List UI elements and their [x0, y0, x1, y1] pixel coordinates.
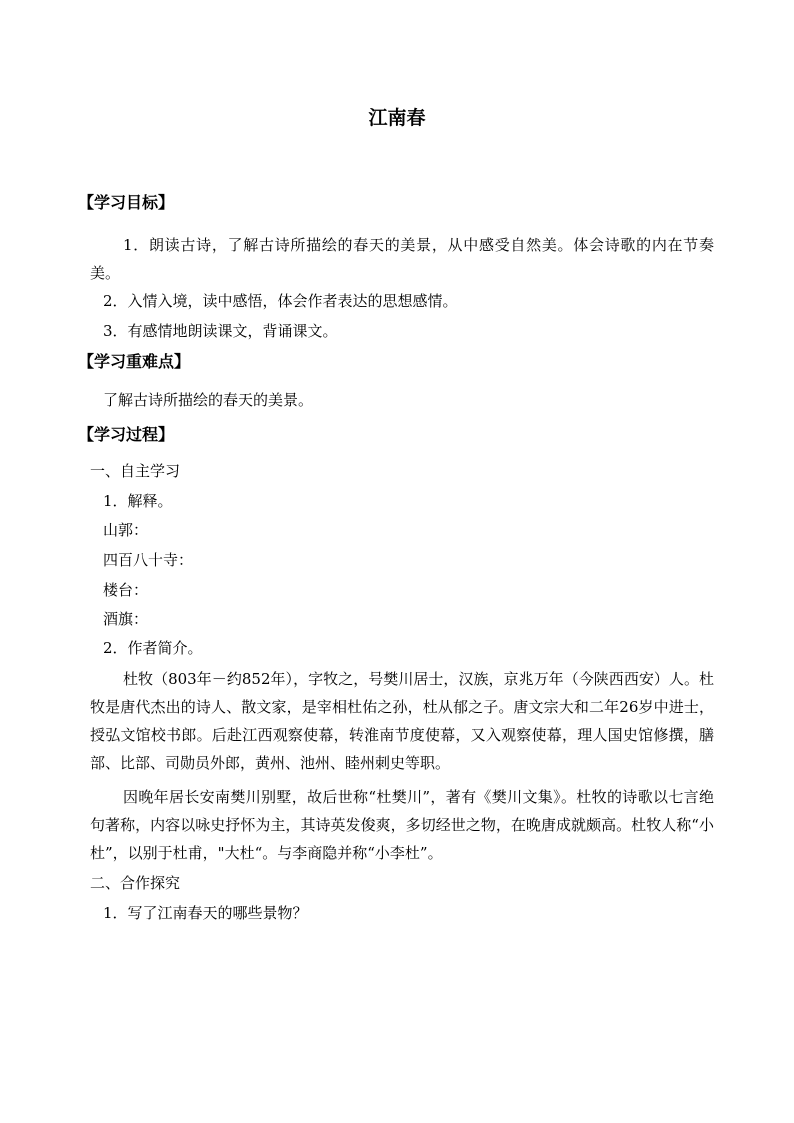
- part2-question-1: 1．写了江南春天的哪些景物？: [103, 904, 308, 922]
- goal-item-1: 1．朗读古诗，了解古诗所描绘的春天的美景，从中感受自然美。体会诗歌的内在节奏美。: [90, 236, 714, 282]
- key-points-heading: 【学习重难点】: [78, 352, 191, 371]
- page-title: 江南春: [368, 107, 426, 129]
- part1-question-1: 1．解释。: [103, 492, 173, 510]
- term-loutai: 楼台：: [103, 581, 149, 599]
- goal-item-3: 3．有感情地朗读课文，背诵课文。: [103, 322, 338, 340]
- part1-label: 一、自主学习: [90, 462, 181, 480]
- key-points-text: 了解古诗所描绘的春天的美景。: [103, 391, 314, 409]
- goal-item-2: 2．入情入境，读中感悟，体会作者表达的思想感情。: [103, 292, 458, 310]
- author-bio-paragraph-2: 因晚年居长安南樊川别墅，故后世称“杜樊川”，著有《樊川文集》。杜牧的诗歌以七言绝句著称，内容以咏史抒怀为主，其诗英发俊爽，多切经世之物，在晚唐成就颇高。杜牧人称“小杜”，以别于杜甫，"大杜“。与李商隐并称“小李杜”。: [90, 788, 714, 862]
- part1-question-2: 2．作者简介。: [103, 639, 203, 657]
- part2-label: 二、合作探究: [90, 874, 181, 892]
- term-jiuqi: 酒旗：: [103, 610, 149, 628]
- author-bio-paragraph-1: 杜牧（803年－约852年），字牧之，号樊川居士，汉族，京兆万年（今陕西西安）人。杜牧是唐代杰出的诗人、散文家，是宰相杜佑之孙，杜从郁之子。唐文宗大和二年26岁中进士，授弘文馆校书郎。后赴江西观察使幕，转淮南节度使幕，又入观察使幕，理人国史馆修撰，膳部、比部、司勋员外郎，黄州、池州、睦州刺史等职。: [90, 670, 714, 772]
- term-shanguo: 山郭：: [103, 521, 149, 539]
- term-sibaibashisi: 四百八十寺：: [103, 551, 194, 569]
- goals-heading: 【学习目标】: [78, 193, 175, 212]
- process-heading: 【学习过程】: [78, 425, 175, 444]
